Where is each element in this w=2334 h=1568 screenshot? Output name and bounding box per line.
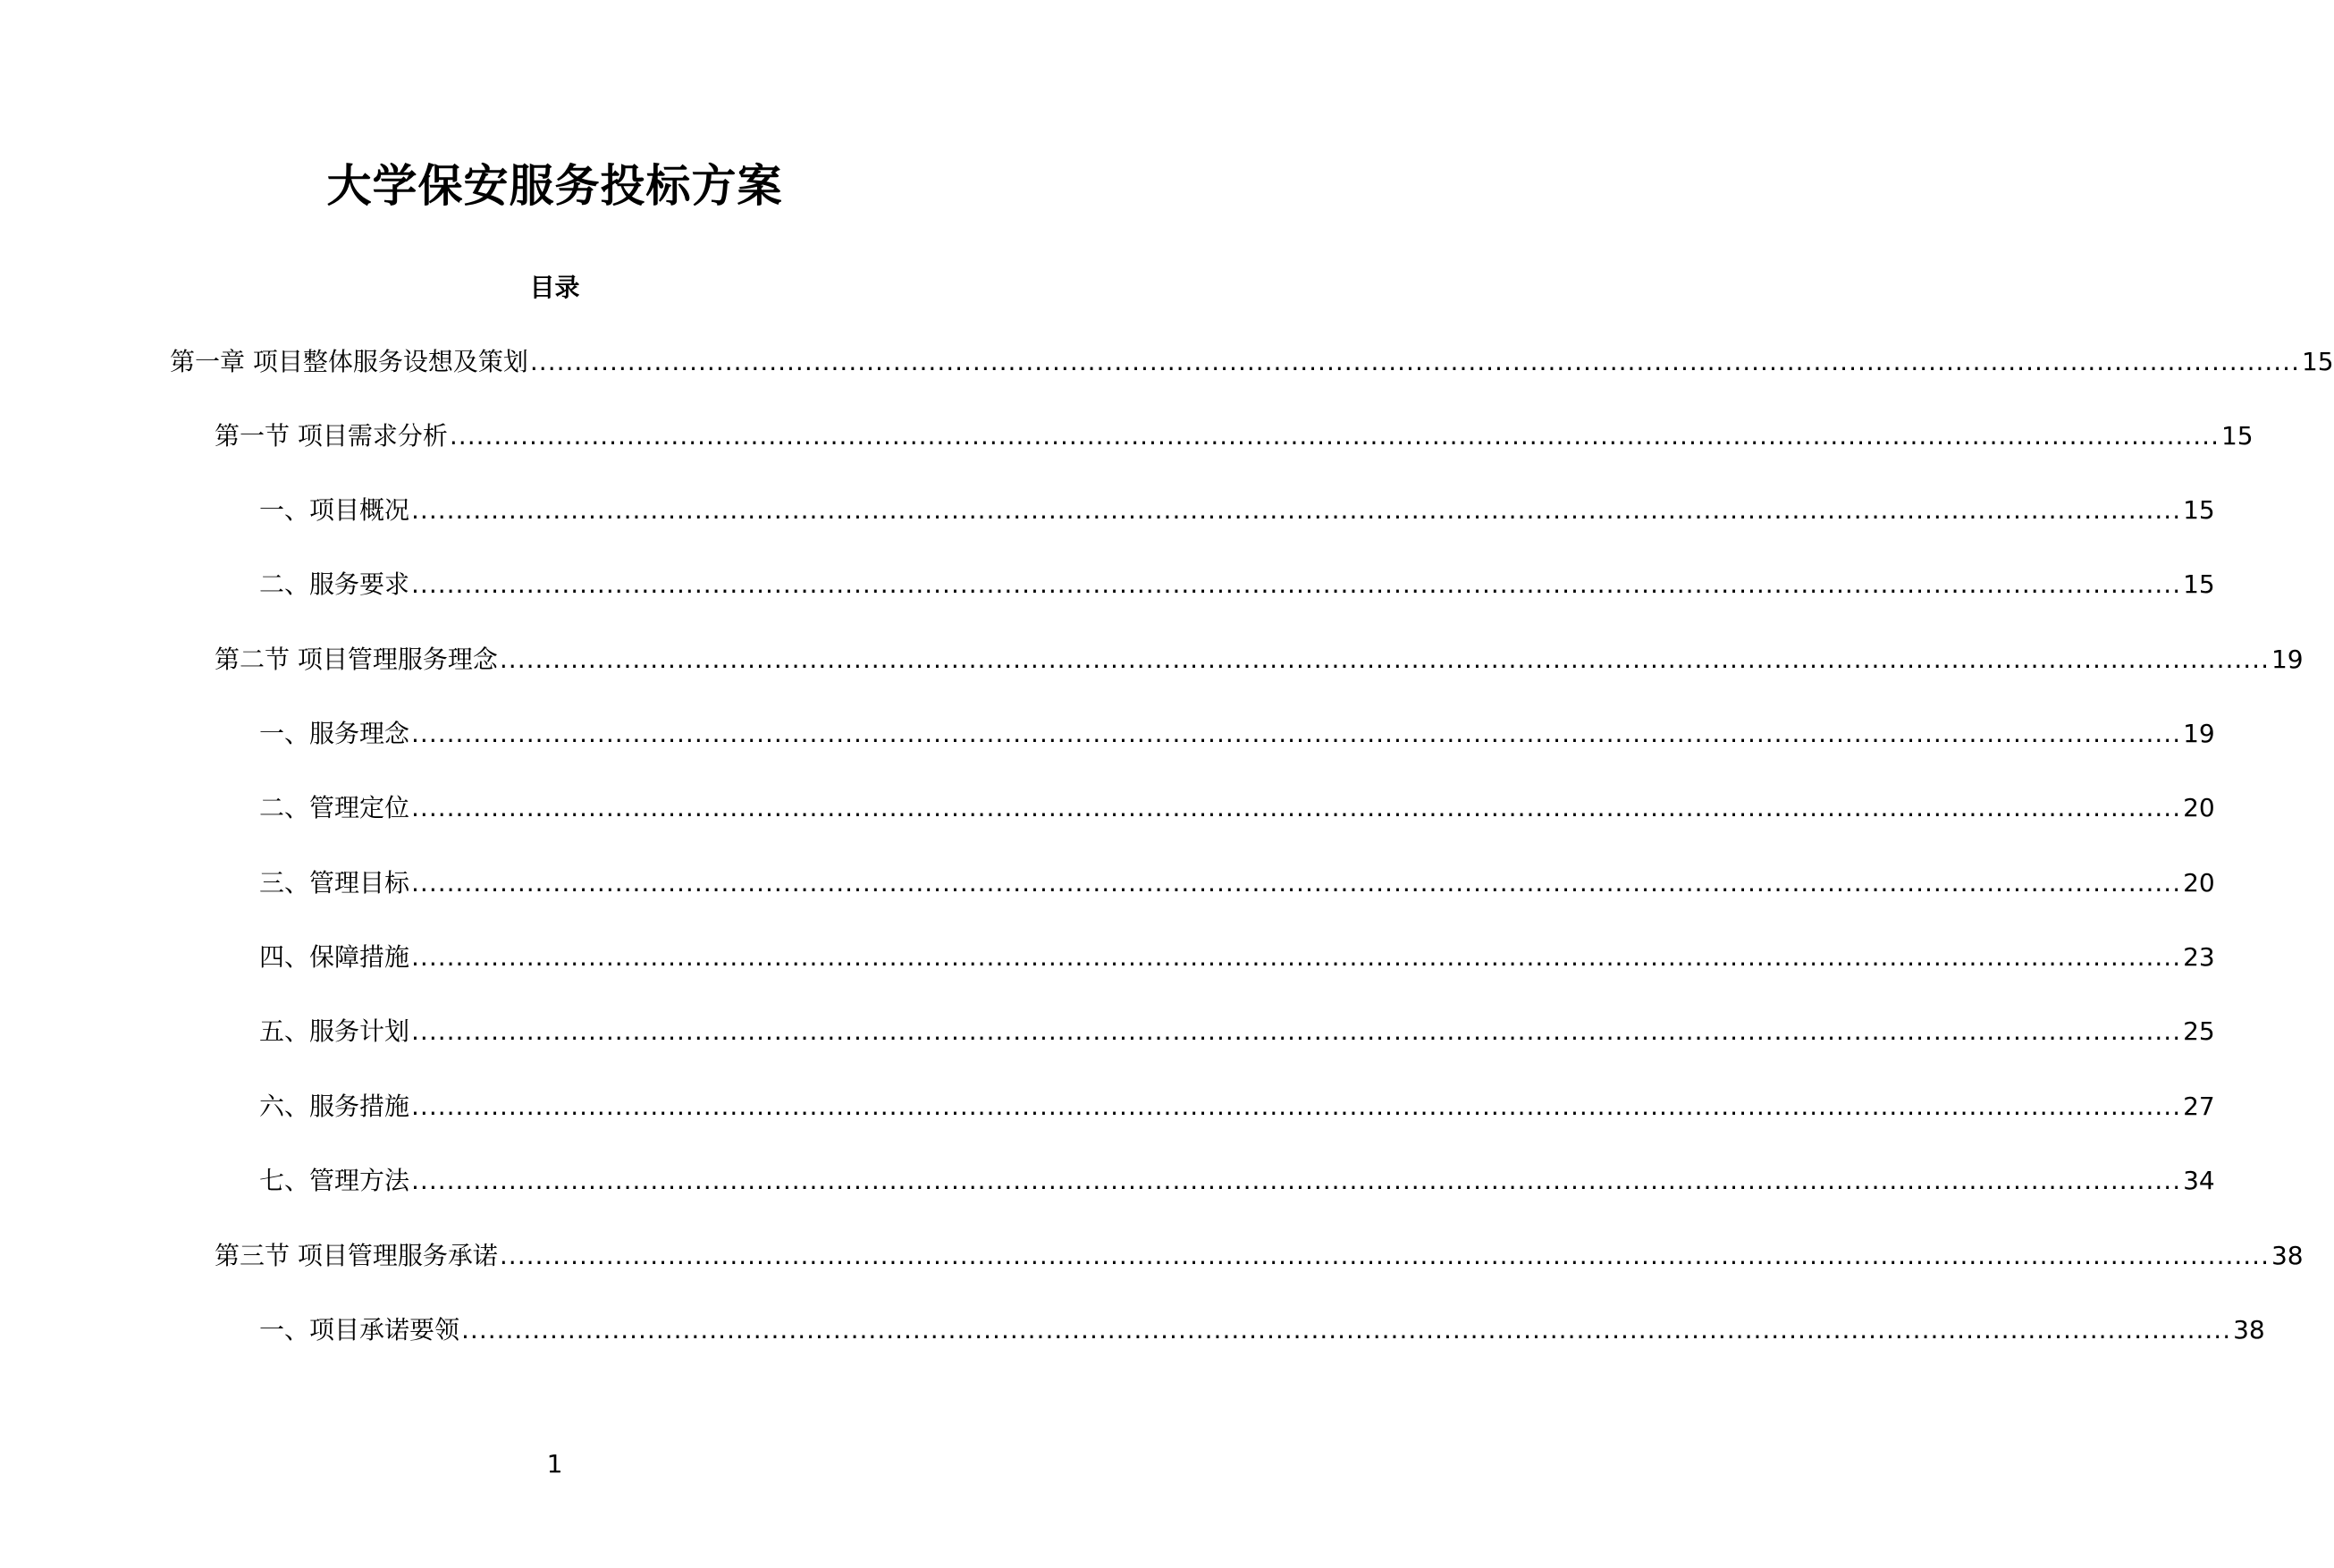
toc-entry-page: 15 (2220, 421, 2254, 451)
toc-entry-label: 第二节 项目管理服务理念 (215, 645, 498, 674)
toc-entry-page: 15 (2183, 495, 2215, 525)
toc-entry-label: 七、管理方法 (259, 1166, 410, 1195)
toc-entry-page: 27 (2183, 1092, 2215, 1121)
toc-entry-item[interactable] (259, 1312, 2265, 1348)
dot-leader: ........................................................................................................................................................................................................ (499, 645, 2270, 674)
toc-entry-section[interactable] (215, 642, 2304, 678)
toc-entry-label: 第一章 项目整体服务设想及策划 (170, 347, 528, 376)
toc-entry-label: 二、服务要求 (259, 569, 410, 599)
dot-leader: ........................................................................................................................................................................................................ (411, 1166, 2182, 1195)
toc-entry-page: 15 (2301, 347, 2334, 376)
toc-entry-page: 38 (2233, 1315, 2265, 1345)
toc-entry-section[interactable] (215, 418, 2254, 454)
document-title: 大学保安服务投标方案 (326, 160, 783, 212)
dot-leader: ........................................................................................................................................................................................................ (411, 793, 2182, 822)
toc-entry-page: 38 (2271, 1241, 2304, 1270)
dot-leader: ........................................................................................................................................................................................................ (529, 347, 2300, 376)
toc-entry-page: 25 (2183, 1016, 2215, 1046)
dot-leader: ........................................................................................................................................................................................................ (461, 1315, 2232, 1345)
dot-leader: ........................................................................................................................................................................................................ (411, 868, 2182, 898)
dot-leader: ........................................................................................................................................................................................................ (411, 719, 2182, 748)
toc-entry-label: 第一节 项目需求分析 (215, 421, 448, 451)
toc-entry-label: 四、保障措施 (259, 942, 410, 972)
dot-leader: ........................................................................................................................................................................................................ (411, 495, 2182, 525)
toc-entry-item[interactable] (259, 790, 2215, 826)
toc-heading: 目录 (529, 273, 580, 302)
toc-entry-item[interactable] (259, 716, 2215, 752)
toc-entry-item[interactable] (259, 493, 2215, 528)
toc-entry-page: 19 (2183, 719, 2215, 748)
toc-entry-label: 二、管理定位 (259, 793, 410, 822)
dot-leader: ........................................................................................................................................................................................................ (411, 942, 2182, 972)
toc-entry-item[interactable] (259, 1014, 2215, 1050)
toc-entry-page: 15 (2183, 569, 2215, 599)
page-number: 1 (546, 1449, 563, 1479)
toc-entry-page: 20 (2183, 793, 2215, 822)
toc-entry-page: 23 (2183, 942, 2215, 972)
dot-leader: ........................................................................................................................................................................................................ (449, 421, 2220, 451)
toc-entry-chapter-1[interactable] (170, 344, 2334, 380)
toc-entry-page: 20 (2183, 868, 2215, 898)
toc-entry-label: 五、服务计划 (259, 1016, 410, 1046)
toc-entry-item[interactable] (259, 567, 2215, 603)
dot-leader: ........................................................................................................................................................................................................ (499, 1241, 2270, 1270)
toc-entry-item[interactable] (259, 940, 2215, 975)
toc-entry-label: 一、服务理念 (259, 719, 410, 748)
dot-leader: ........................................................................................................................................................................................................ (411, 1092, 2182, 1121)
toc-entry-page: 19 (2271, 645, 2304, 674)
dot-leader: ........................................................................................................................................................................................................ (411, 569, 2182, 599)
toc-entry-label: 一、项目承诺要领 (259, 1315, 460, 1345)
toc-entry-page: 34 (2183, 1166, 2215, 1195)
dot-leader: ........................................................................................................................................................................................................ (411, 1016, 2182, 1046)
toc-entry-label: 一、项目概况 (259, 495, 410, 525)
toc-entry-item[interactable] (259, 1163, 2215, 1199)
toc-entry-label: 三、管理目标 (259, 868, 410, 898)
toc-entry-label: 六、服务措施 (259, 1092, 410, 1121)
toc-entry-section[interactable] (215, 1238, 2304, 1274)
toc-entry-label: 第三节 项目管理服务承诺 (215, 1241, 498, 1270)
toc-entry-item[interactable] (259, 865, 2215, 901)
toc-entry-item[interactable] (259, 1089, 2215, 1125)
